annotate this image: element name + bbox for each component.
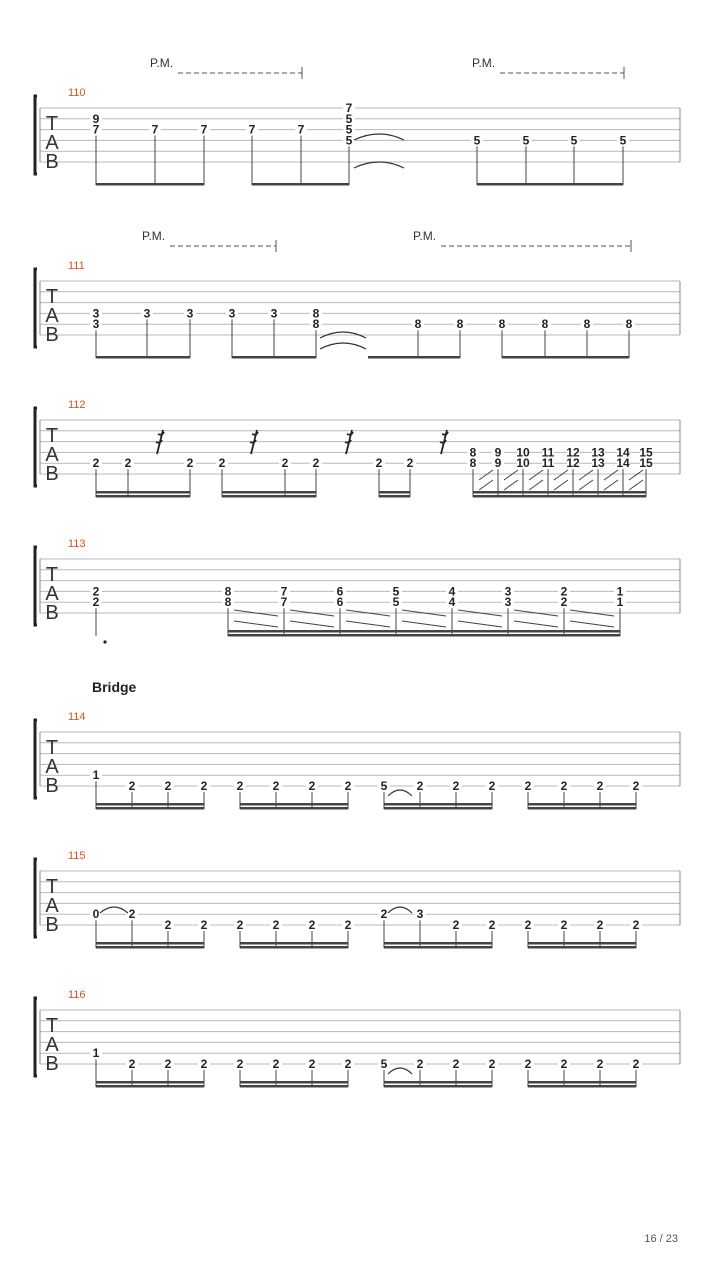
- system-bracket: [35, 96, 37, 174]
- system-bracket: [35, 547, 37, 625]
- fret-number: 5: [345, 122, 353, 137]
- fret-number: 3: [186, 306, 194, 321]
- slide-mark: [604, 480, 618, 490]
- tab-letter-t: T: [45, 737, 59, 759]
- fret-number: 7: [92, 122, 100, 137]
- measure-number: 110: [68, 87, 86, 99]
- fret-number: 5: [345, 111, 353, 126]
- tab-letter-t: T: [45, 876, 59, 898]
- beam: [240, 946, 348, 949]
- fret-number: 14: [616, 456, 630, 471]
- fret-number: 5: [392, 584, 400, 599]
- tie-arc: [100, 907, 128, 913]
- tab-letter-a: A: [45, 1034, 59, 1056]
- fret-number: 6: [336, 584, 344, 599]
- tab-letter-t: T: [45, 1015, 59, 1037]
- slide-mark: [402, 621, 446, 627]
- fret-number: 9: [92, 111, 100, 126]
- fret-number: 2: [596, 779, 604, 793]
- beam: [222, 495, 316, 498]
- fret-number: 3: [504, 595, 512, 610]
- measure-number: 111: [68, 260, 85, 272]
- tab-letter-t: T: [45, 564, 59, 586]
- tab-letter-t: T: [45, 286, 59, 308]
- fret-number: 2: [308, 779, 316, 793]
- slide-mark: [579, 480, 593, 490]
- fret-number: 2: [560, 595, 568, 610]
- fret-number: 2: [375, 456, 383, 471]
- tab-letter-b: B: [45, 324, 59, 346]
- system-bracket: [35, 269, 37, 347]
- fret-number: 8: [469, 445, 477, 460]
- beam-secondary: [384, 803, 492, 806]
- slide-mark: [604, 470, 618, 480]
- beam-secondary: [384, 1081, 492, 1084]
- fret-number: 5: [345, 133, 353, 148]
- rhythm-dot: [103, 640, 106, 643]
- slide-mark: [479, 470, 493, 480]
- tab-letter-a: A: [45, 305, 59, 327]
- beam-secondary: [528, 942, 636, 945]
- tab-letter-b: B: [45, 775, 59, 797]
- beam-secondary: [240, 803, 348, 806]
- system-bracket: [35, 998, 37, 1076]
- beam-secondary: [96, 803, 204, 806]
- beam: [384, 807, 492, 810]
- slide-mark: [514, 621, 558, 627]
- fret-number: 5: [619, 133, 627, 148]
- slide-mark: [290, 621, 334, 627]
- measure-number: 115: [68, 850, 86, 862]
- beam-secondary: [240, 942, 348, 945]
- beam: [240, 807, 348, 810]
- fret-number: 13: [591, 445, 605, 460]
- beam: [502, 356, 629, 359]
- slide-mark: [529, 470, 543, 480]
- fret-number: 6: [336, 595, 344, 610]
- measure-number: 113: [68, 538, 86, 550]
- fret-number: 2: [200, 918, 208, 932]
- fret-number: 2: [236, 918, 244, 932]
- tie-arc: [354, 134, 404, 140]
- palm-mute-label: P.M.: [472, 56, 496, 70]
- beam: [252, 183, 349, 186]
- fret-number: 2: [524, 918, 532, 932]
- fret-number: 10: [516, 456, 530, 471]
- palm-mute-label: P.M.: [413, 229, 437, 243]
- fret-number: 1: [616, 595, 624, 610]
- fret-number: 2: [452, 918, 460, 932]
- tab-letter-t: T: [45, 113, 59, 135]
- fret-number: 2: [128, 1057, 136, 1071]
- fret-number: 2: [272, 1057, 280, 1071]
- tie-arc: [320, 343, 366, 349]
- tab-system: [35, 998, 680, 1088]
- fret-number: 8: [456, 317, 464, 332]
- fret-number: 5: [522, 133, 530, 148]
- fret-number: 8: [312, 317, 320, 332]
- tie-arc: [388, 907, 412, 913]
- fret-number: 3: [270, 306, 278, 321]
- fret-number: 0: [92, 907, 100, 922]
- fret-number: 2: [128, 907, 136, 922]
- fret-number: 2: [560, 584, 568, 599]
- fret-number: 2: [128, 779, 136, 793]
- fret-number: 2: [416, 779, 424, 793]
- fret-number: 2: [272, 918, 280, 932]
- fret-number: 2: [344, 779, 352, 793]
- fret-number: 2: [488, 1057, 496, 1071]
- tab-letter-t: T: [45, 425, 59, 447]
- slide-mark: [554, 470, 568, 480]
- beam-secondary: [528, 1081, 636, 1084]
- fret-number: 2: [236, 779, 244, 793]
- tab-system: [35, 408, 680, 498]
- beam: [473, 495, 646, 498]
- fret-number: 8: [312, 306, 320, 321]
- fret-number: 7: [345, 101, 353, 115]
- beam-secondary: [528, 803, 636, 806]
- page-number: 16 / 23: [644, 1233, 678, 1245]
- fret-number: 2: [92, 595, 100, 610]
- beam: [528, 807, 636, 810]
- beam-secondary: [222, 491, 316, 494]
- beam: [228, 634, 620, 637]
- fret-number: 8: [498, 317, 506, 332]
- fret-number: 3: [416, 907, 424, 922]
- slide-mark: [554, 480, 568, 490]
- fret-number: 3: [92, 317, 100, 332]
- fret-number: 2: [308, 1057, 316, 1071]
- fret-number: 2: [344, 918, 352, 932]
- fret-number: 2: [236, 1057, 244, 1071]
- measure-number: 114: [68, 711, 86, 723]
- fret-number: 15: [639, 456, 653, 471]
- slide-mark: [458, 621, 502, 627]
- fret-number: 2: [164, 779, 172, 793]
- tab-letter-a: A: [45, 756, 59, 778]
- system-bracket: [35, 408, 37, 486]
- fret-number: 3: [504, 584, 512, 599]
- fret-number: 8: [224, 584, 232, 599]
- fret-number: 14: [616, 445, 630, 460]
- tab-letter-a: A: [45, 132, 59, 154]
- fret-number: 2: [308, 918, 316, 932]
- fret-number: 1: [92, 1046, 100, 1061]
- beam-secondary: [379, 491, 410, 494]
- tab-letter-a: A: [45, 444, 59, 466]
- tab-system: [35, 720, 680, 810]
- slide-mark: [234, 621, 278, 627]
- beam-secondary: [96, 1081, 204, 1084]
- tab-letter-b: B: [45, 1053, 59, 1075]
- fret-number: 2: [92, 456, 100, 471]
- fret-number: 7: [297, 122, 305, 137]
- fret-number: 2: [406, 456, 414, 471]
- beam: [96, 1085, 204, 1088]
- slide-mark: [504, 470, 518, 480]
- fret-number: 8: [583, 317, 591, 332]
- fret-number: 7: [280, 595, 288, 610]
- beam-secondary: [473, 491, 646, 494]
- beam-secondary: [228, 630, 620, 633]
- fret-number: 8: [469, 456, 477, 471]
- slide-mark: [529, 480, 543, 490]
- fret-number: 8: [541, 317, 549, 332]
- tie-arc: [388, 790, 412, 796]
- tab-letter-b: B: [45, 602, 59, 624]
- fret-number: 8: [414, 317, 422, 332]
- fret-number: 5: [392, 595, 400, 610]
- fret-number: 10: [516, 445, 530, 460]
- fret-number: 2: [560, 1057, 568, 1071]
- slide-mark: [346, 621, 390, 627]
- fret-number: 1: [616, 584, 624, 599]
- slide-mark: [579, 470, 593, 480]
- fret-number: 7: [248, 122, 256, 137]
- beam-secondary: [384, 942, 492, 945]
- fret-number: 2: [524, 779, 532, 793]
- fret-number: 2: [488, 779, 496, 793]
- fret-number: 8: [625, 317, 633, 332]
- measure-number: 112: [68, 399, 86, 411]
- tab-letter-a: A: [45, 583, 59, 605]
- palm-mute-label: P.M.: [142, 229, 166, 243]
- fret-number: 1: [92, 768, 100, 783]
- fret-number: 2: [380, 907, 388, 922]
- beam: [96, 183, 204, 186]
- fret-number: 5: [380, 779, 388, 793]
- fret-number: 2: [281, 456, 289, 471]
- fret-number: 3: [143, 306, 151, 321]
- slide-mark: [629, 470, 643, 480]
- fret-number: 13: [591, 456, 605, 471]
- beam-secondary: [96, 491, 190, 494]
- fret-number: 2: [452, 1057, 460, 1071]
- fret-number: 2: [312, 456, 320, 471]
- tab-letter-b: B: [45, 151, 59, 173]
- beam: [96, 495, 190, 498]
- tab-system: [35, 859, 680, 949]
- beam: [240, 1085, 348, 1088]
- beam: [368, 356, 460, 359]
- fret-number: 2: [218, 456, 226, 471]
- fret-number: 11: [541, 445, 555, 460]
- fret-number: 4: [448, 595, 456, 610]
- tab-letter-b: B: [45, 463, 59, 485]
- slide-mark: [479, 480, 493, 490]
- fret-number: 2: [200, 1057, 208, 1071]
- fret-number: 15: [639, 445, 653, 460]
- fret-number: 2: [524, 1057, 532, 1071]
- beam: [96, 807, 204, 810]
- fret-number: 3: [228, 306, 236, 321]
- tab-letter-b: B: [45, 914, 59, 936]
- fret-number: 7: [200, 122, 208, 137]
- fret-number: 2: [596, 918, 604, 932]
- fret-number: 12: [566, 456, 580, 471]
- system-bracket: [35, 720, 37, 798]
- fret-number: 2: [200, 779, 208, 793]
- measure-number: 116: [68, 989, 86, 1001]
- fret-number: 7: [151, 122, 159, 137]
- fret-number: 5: [380, 1057, 388, 1071]
- tie-arc: [354, 162, 404, 168]
- fret-number: 3: [92, 306, 100, 321]
- fret-number: 2: [632, 918, 640, 932]
- fret-number: 5: [473, 133, 481, 148]
- fret-number: 2: [452, 779, 460, 793]
- slide-mark: [504, 480, 518, 490]
- beam: [232, 356, 316, 359]
- fret-number: 2: [92, 584, 100, 599]
- slide-mark: [629, 480, 643, 490]
- beam: [528, 1085, 636, 1088]
- slide-mark: [570, 621, 614, 627]
- beam-secondary: [96, 942, 204, 945]
- fret-number: 2: [632, 1057, 640, 1071]
- palm-mute-label: P.M.: [150, 56, 174, 70]
- beam: [379, 495, 410, 498]
- fret-number: 2: [416, 1057, 424, 1071]
- beam: [477, 183, 623, 186]
- beam: [384, 946, 492, 949]
- fret-number: 5: [570, 133, 578, 148]
- tie-arc: [388, 1068, 412, 1074]
- beam: [528, 946, 636, 949]
- fret-number: 4: [448, 584, 456, 599]
- beam: [96, 356, 190, 359]
- fret-number: 9: [494, 445, 502, 460]
- tab-system: [35, 96, 680, 186]
- fret-number: 7: [280, 584, 288, 599]
- fret-number: 2: [596, 1057, 604, 1071]
- fret-number: 2: [272, 779, 280, 793]
- fret-number: 2: [488, 918, 496, 932]
- fret-number: 11: [541, 456, 555, 471]
- fret-number: 2: [124, 456, 132, 471]
- fret-number: 9: [494, 456, 502, 471]
- system-bracket: [35, 859, 37, 937]
- fret-number: 2: [560, 779, 568, 793]
- fret-number: 8: [224, 595, 232, 610]
- fret-number: 2: [186, 456, 194, 471]
- fret-number: 2: [560, 918, 568, 932]
- beam: [96, 946, 204, 949]
- fret-number: 2: [164, 1057, 172, 1071]
- beam-secondary: [240, 1081, 348, 1084]
- fret-number: 2: [164, 918, 172, 932]
- beam: [384, 1085, 492, 1088]
- fret-number: 2: [632, 779, 640, 793]
- fret-number: 12: [566, 445, 580, 460]
- tab-letter-a: A: [45, 895, 59, 917]
- fret-number: 2: [344, 1057, 352, 1071]
- section-label-bridge: Bridge: [92, 679, 137, 695]
